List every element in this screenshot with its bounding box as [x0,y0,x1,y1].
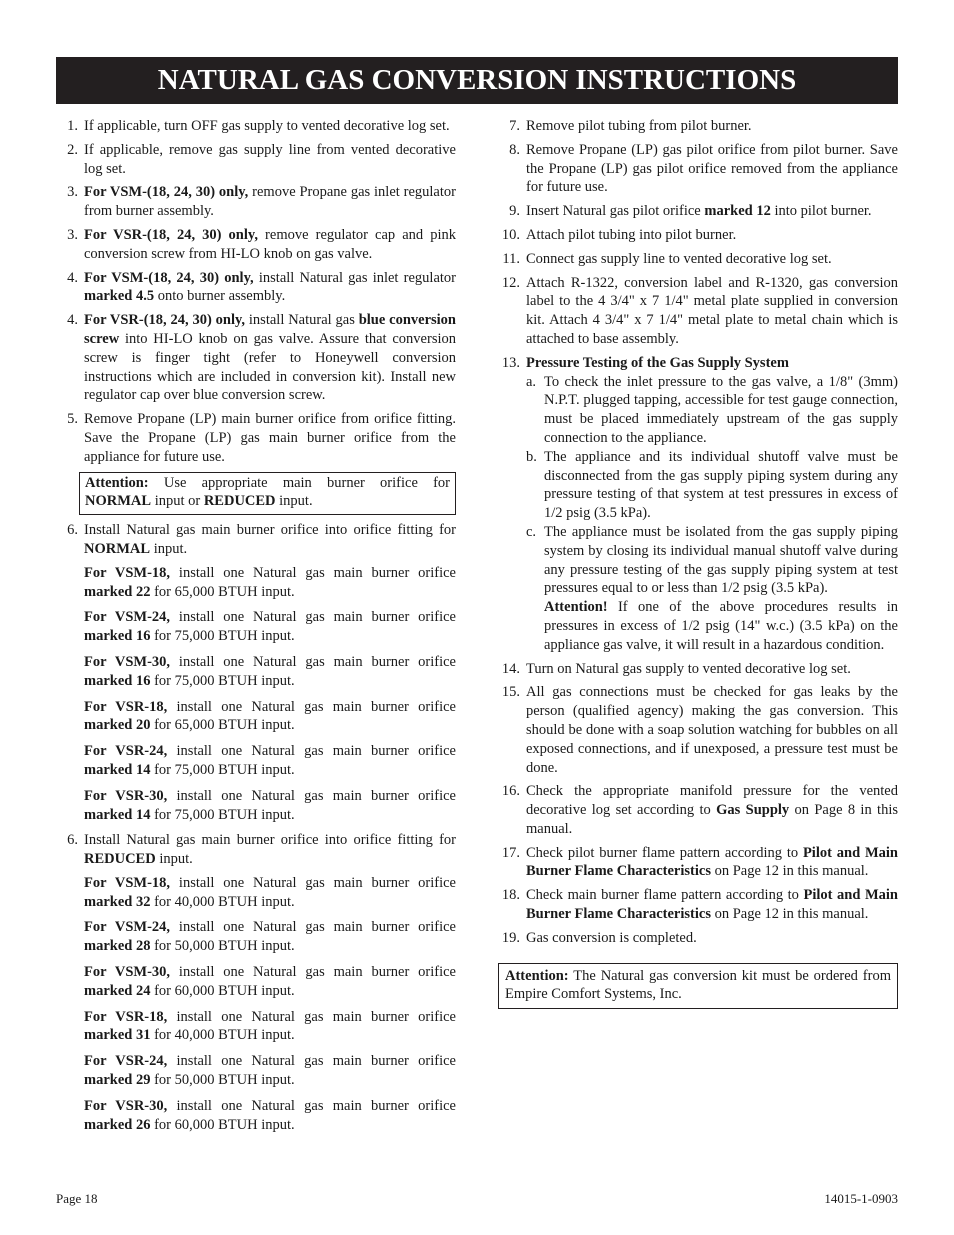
step-1 [56,117,456,136]
step-number: 4. [67,269,78,286]
attention-box-orifice [79,472,456,516]
step-13a [498,373,898,448]
model-label: For VSR-30, [84,787,168,804]
orifice-instruction [84,1008,456,1046]
step-number: 17. [501,844,520,861]
step-text: Connect gas supply line to vented decorative log set. [526,250,832,267]
step-text: Attach R-1322, conversion label and R-1320, gas conversion label to the 4 3/4" x 7 1/4" metal plate supplied in conversion kit. Attach 4 3/4" x 7 1/4" metal plate to metal chain which is attached to base assembly. [526,274,898,347]
model-label: For VSM-18, [84,874,171,891]
step-text: Insert Natural gas pilot orifice [526,203,705,220]
instruction-text: install one Natural gas main burner orifice [170,653,456,670]
step-emphasis: Pilot and Main Burner Flame Characteristics [526,887,898,923]
step-13 [498,354,898,373]
model-label: For VSM-24, [84,919,171,936]
step-text: Gas conversion is completed. [526,929,697,946]
step-text: into pilot burner. [770,203,872,220]
step-number: 7. [509,118,520,134]
model-label: For VSM-30, [84,653,171,670]
step-number: 19. [501,929,520,946]
step-10 [498,226,898,245]
step-text: Check main burner flame pattern according to [526,887,804,904]
substep-label: a. [526,373,537,390]
btuh-input: for 65,000 BTUH input. [150,583,295,600]
step-number: 8. [509,141,520,158]
model-label: For VSM-24, [84,609,171,626]
step-number: 6. [67,832,78,849]
attention-label: Attention: [505,967,569,984]
orifice-instruction [84,787,456,825]
orifice-instruction [84,1097,456,1135]
instruction-text: install one Natural gas main burner orifice [167,1053,456,1070]
orifice-marking: marked 29 [84,1072,151,1089]
step-2 [56,141,456,179]
step-text: Check pilot burner flame pattern according to [526,844,803,861]
step-text: on Page 8 in this manual. [526,802,898,837]
step-text: on Page 12 in this manual. [710,906,869,923]
step-11 [498,250,898,269]
step-6-reduced [56,831,456,869]
btuh-input: for 75,000 BTUH input. [150,628,295,645]
step-18 [498,886,898,924]
step-number: 11. [502,250,520,267]
step-number: 16. [501,783,520,800]
step-3-vsm [56,183,456,221]
attention-text: The Natural gas conversion kit must be ordered from Empire Comfort Systems, Inc. [505,967,891,1003]
step-9 [498,202,898,221]
step-text: install Natural gas [245,312,359,329]
orifice-instruction [84,918,456,956]
attention-text: input. [275,493,313,510]
step-number: 3. [67,184,78,201]
model-label: For VSR-24, [84,743,168,760]
btuh-input: for 40,000 BTUH input. [150,893,295,910]
orifice-marking: marked 14 [84,761,151,778]
orifice-instruction [84,742,456,780]
btuh-input: for 50,000 BTUH input. [150,1072,295,1089]
step-8 [498,141,898,197]
orifice-marking: marked 31 [84,1027,151,1044]
step-12 [498,274,898,349]
document-code: 14015-1-0903 [824,1191,898,1206]
step-emphasis: blue conversion screw [84,312,456,347]
step-text: onto burner assembly. [154,288,286,305]
substep-label: c. [526,523,537,540]
instruction-text: install one Natural gas main burner orifice [167,698,456,715]
step-text: install Natural gas inlet regulator [253,269,456,286]
step-number: 14. [501,660,520,677]
instruction-text: install one Natural gas main burner orifice [170,919,456,936]
step-emphasis: Pilot and Main Burner Flame Characteristics [526,844,898,880]
step-text: Turn on Natural gas supply to vented decorative log set. [526,660,851,677]
step-3-vsr [56,226,456,264]
step-number: 9. [509,203,520,220]
step-7 [498,117,898,136]
step-emphasis: NORMAL [84,540,151,557]
reduced-orifice-list [56,874,456,1135]
attention-text: If one of the above procedures results in pressures in excess of 1/2 psig (14" w.c.) (3.5 kPa) on the appliance gas valve, it will result in a hazardous condition. [544,599,898,653]
step-5 [56,410,456,466]
step-model-label: For VSR-(18, 24, 30) only, [84,312,246,329]
orifice-marking: marked 32 [84,893,151,910]
substep-label: b. [526,448,537,465]
model-label: For VSM-18, [84,564,171,581]
orifice-marking: marked 20 [84,717,151,734]
step-number: 2. [67,141,78,158]
normal-orifice-list [56,564,456,825]
step-text: Check the appropriate manifold pressure for the vented decorative log set according to [526,783,898,819]
step-number: 10. [501,226,520,243]
btuh-input: for 75,000 BTUH input. [150,672,295,689]
attention-box-kit [498,963,898,1010]
instruction-text: install one Natural gas main burner orifice [167,1097,456,1114]
step-text: If applicable, turn OFF gas supply to vented decorative log set. [84,118,450,134]
step-13c [498,523,898,598]
step-model-label: For VSR-(18, 24, 30) only, [84,226,258,243]
step-model-label: For VSM-(18, 24, 30) only, [84,184,249,201]
substep-text: The appliance and its individual shutoff valve must be disconnected from the gas supply piping system during any pressure testing of that system at test pressures in excess of 1/2 psig (3.5 kPa). [544,448,898,522]
step-text: input. [155,851,193,868]
step-number: 1. [67,118,78,134]
page-title: NATURAL GAS CONVERSION INSTRUCTIONS [56,57,898,104]
right-column [498,117,898,1009]
orifice-marking: marked 28 [84,938,151,955]
orifice-marking: marked 14 [84,806,151,823]
orifice-instruction [84,1052,456,1090]
attention-label: Attention! [544,599,608,616]
attention-emphasis: REDUCED [203,493,276,510]
step-emphasis: Gas Supply [716,802,790,819]
orifice-marking: marked 24 [84,982,151,999]
orifice-instruction [84,698,456,736]
btuh-input: for 60,000 BTUH input. [150,982,295,999]
step-text: Remove Propane (LP) main burner orifice from orifice fitting. Save the Propane (LP) gas main burner orifice from the appliance for future use. [84,411,456,465]
step-4-vsr [56,311,456,405]
step-text: Install Natural gas main burner orifice into orifice fitting for [84,832,456,849]
step-text: Attach pilot tubing into pilot burner. [526,226,737,243]
orifice-marking: marked 16 [84,628,151,645]
step-number: 12. [501,274,520,291]
step-text: Remove pilot tubing from pilot burner. [526,118,752,134]
btuh-input: for 65,000 BTUH input. [150,717,295,734]
step-emphasis: marked 4.5 [84,288,155,305]
btuh-input: for 60,000 BTUH input. [150,1116,295,1133]
attention-label: Attention: [85,474,149,491]
model-label: For VSM-30, [84,964,171,981]
instruction-text: install one Natural gas main burner orifice [167,1008,456,1025]
step-number: 5. [67,411,78,428]
step-16 [498,782,898,838]
step-heading: Pressure Testing of the Gas Supply System [526,354,789,371]
orifice-marking: marked 26 [84,1116,151,1133]
attention-emphasis: NORMAL [85,493,152,510]
step-text: input. [150,540,188,557]
step-number: 15. [501,684,520,701]
step-emphasis: marked 12 [704,203,771,220]
step-model-label: For VSM-(18, 24, 30) only, [84,269,254,286]
model-label: For VSR-18, [84,1008,168,1025]
step-text: remove Propane gas inlet regulator from burner assembly. [84,184,456,220]
instruction-text: install one Natural gas main burner orifice [170,609,456,626]
step-text: All gas connections must be checked for gas leaks by the person (qualified agency) making the gas conversion. This should be done with a soap solution watching for bubbles on all exposed connections, and if unexposed, a pressure test must be done. [526,684,898,776]
step-text: into HI-LO knob on gas valve. Assure that conversion screw is finger tight (refer to Honeywell conversion instructions which are included in conversion kit). Install new regulator cap over blue conversion screw. [84,330,456,404]
step-15 [498,683,898,777]
step-19 [498,929,898,948]
step-14 [498,660,898,679]
instruction-text: install one Natural gas main burner orifice [170,564,456,581]
instruction-text: install one Natural gas main burner orifice [170,874,456,891]
page-number: Page 18 [56,1191,98,1206]
step-text: Install Natural gas main burner orifice into orifice fitting for [84,522,456,539]
btuh-input: for 50,000 BTUH input. [150,938,295,955]
step-13b [498,448,898,523]
substep-text: The appliance must be isolated from the gas supply piping system by closing its individual manual shutoff valve during any pressure testing of the gas supply piping system at test pressures equal to or less than 1/2 psig (3.5 kPa). [544,523,898,597]
step-4-vsm [56,269,456,307]
attention-text: Use appropriate main burner orifice for [148,474,450,491]
orifice-marking: marked 16 [84,672,151,689]
orifice-instruction [84,608,456,646]
step-number: 3. [67,226,78,243]
step-text: on Page 12 in this manual. [710,863,869,880]
orifice-instruction [84,874,456,912]
instruction-text: install one Natural gas main burner orifice [167,743,456,760]
model-label: For VSR-30, [84,1097,168,1114]
left-column [56,117,456,1141]
step-6-normal [56,521,456,559]
model-label: For VSR-24, [84,1053,168,1070]
substep-text: To check the inlet pressure to the gas valve, a 1/8" (3mm) N.P.T. plugged tapping, accessible for test gauge connection, must be placed immediately upstream of the gas supply connection to the appliance. [544,373,898,446]
attention-text: input or [151,493,204,510]
orifice-instruction [84,963,456,1001]
step-13-attention [498,598,898,654]
btuh-input: for 75,000 BTUH input. [150,761,295,778]
step-number: 13. [501,354,520,371]
step-emphasis: REDUCED [84,851,156,868]
step-text: Remove Propane (LP) gas pilot orifice from pilot burner. Save the Propane (LP) gas pilot orifice removed from the appliance for future use. [526,141,898,196]
instruction-text: install one Natural gas main burner orifice [170,964,456,981]
step-number: 6. [67,522,78,539]
orifice-marking: marked 22 [84,583,151,600]
step-number: 18. [501,887,520,904]
btuh-input: for 40,000 BTUH input. [150,1027,295,1044]
instruction-text: install one Natural gas main burner orifice [167,787,456,804]
orifice-instruction [84,653,456,691]
step-17 [498,844,898,882]
model-label: For VSR-18, [84,698,168,715]
orifice-instruction [84,564,456,602]
btuh-input: for 75,000 BTUH input. [150,806,295,823]
step-number: 4. [67,312,78,329]
step-text: remove regulator cap and pink conversion screw from HI-LO knob on gas valve. [84,226,456,262]
step-text: If applicable, remove gas supply line from vented decorative log set. [84,141,456,177]
